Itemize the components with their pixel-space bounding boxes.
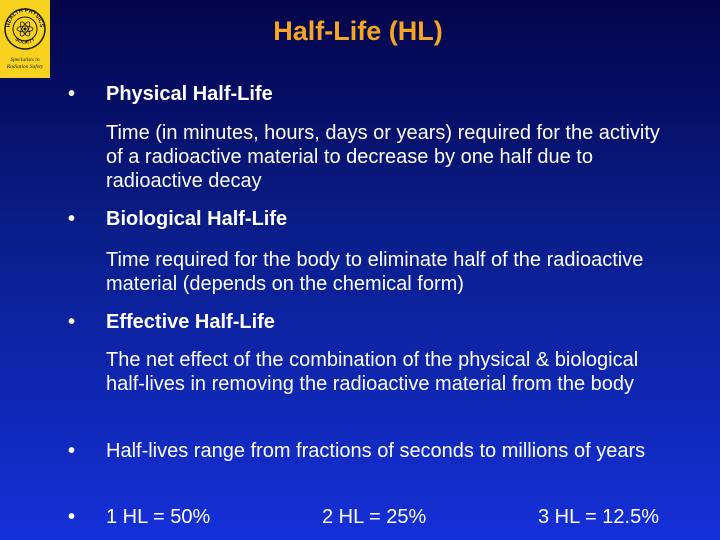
section-heading-physical: Physical Half-Life — [106, 83, 273, 105]
section-heading-biological: Biological Half-Life — [106, 208, 288, 230]
range-text: Half-lives range from fractions of seconds to millions of years — [106, 440, 646, 462]
bullet-icon: • — [68, 440, 76, 462]
bullet-icon: • — [68, 208, 76, 230]
hl-value-3: 3 HL = 12.5% — [538, 506, 660, 528]
hl-value-1: 1 HL = 50% — [106, 506, 211, 528]
seal-ring-top-text: HEALTH PHYSICS — [5, 7, 45, 28]
bullet-icon: • — [68, 311, 76, 333]
section-text-biological: Time required for the body to eliminate half of the radioactive material (depends on the chemical form) — [106, 249, 644, 295]
bullet-icon: • — [68, 83, 76, 105]
section-heading-effective: Effective Half-Life — [106, 311, 275, 333]
logo-motto — [0, 57, 50, 70]
bullet-icon: • — [68, 506, 76, 528]
section-text-effective: The net effect of the combination of the physical & biological half-lives in removing the radioactive material from the body — [106, 349, 639, 395]
logo-motto-line1: Specialists in — [10, 57, 40, 63]
section-text-physical: Time (in minutes, hours, days or years) required for the activity of a radioactive material to decrease by one half due to radioactive decay — [106, 122, 660, 192]
seal-ring-bottom-text: SOCIETY — [13, 36, 37, 46]
hl-value-2: 2 HL = 25% — [322, 506, 427, 528]
logo-motto-line2: Radiation Safety — [6, 63, 44, 70]
slide-title: Half-Life (HL) — [273, 16, 443, 46]
